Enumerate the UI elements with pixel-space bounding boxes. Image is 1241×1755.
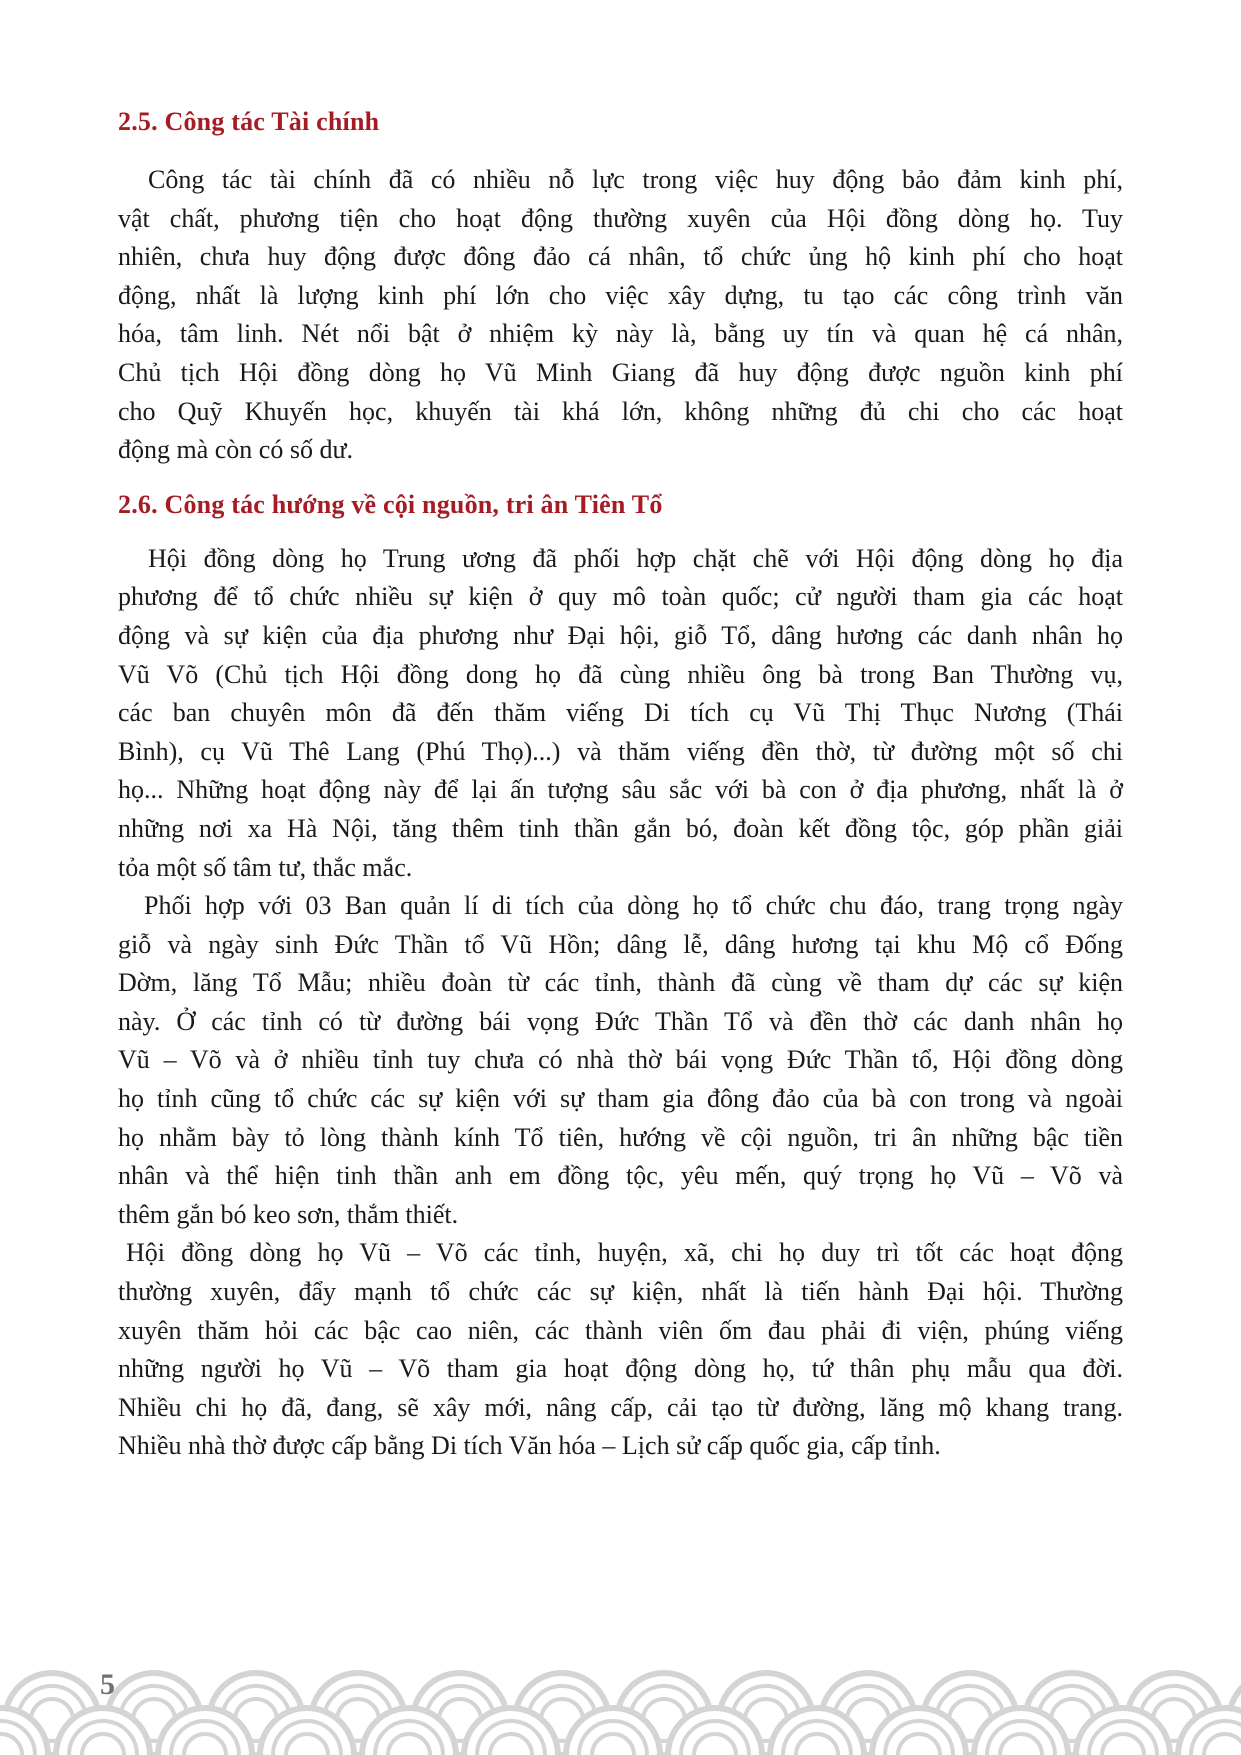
text-line: Chủ tịch Hội đồng dòng họ Vũ Minh Giang đã huy động được nguồn kinh phí	[118, 357, 1123, 387]
text-line: Nhiều chi họ đã, đang, sẽ xây mới, nâng cấp, cải tạo từ đường, lăng mộ khang trang.	[118, 1392, 1123, 1422]
text-line: hóa, tâm linh. Nét nổi bật ở nhiệm kỳ này là, bằng uy tín và quan hệ cá nhân,	[118, 319, 1123, 349]
text-line: nhân và thể hiện tinh thần anh em đồng tộc, yêu mến, quý trọng họ Vũ – Võ và	[118, 1161, 1123, 1191]
wave-pattern-decoration	[0, 1670, 1241, 1755]
text-line: cho Quỹ Khuyến học, khuyến tài khá lớn, không những đủ chi cho các hoạt	[118, 396, 1123, 426]
text-line: Vũ – Võ và ở nhiều tỉnh tuy chưa có nhà thờ bái vọng Đức Thần tổ, Hội đồng dòng	[118, 1045, 1123, 1075]
text-line: động mà còn có số dư.	[118, 435, 354, 465]
text-line: này. Ở các tỉnh có từ đường bái vọng Đức Thần Tổ và đền thờ các danh nhân họ	[118, 1006, 1123, 1036]
page-number: 5	[100, 1668, 115, 1701]
paragraph-ceremonies	[118, 887, 1123, 1234]
section-heading-2-5: 2.5. Công tác Tài chính	[118, 107, 380, 136]
text-line: giỗ và ngày sinh Đức Thần tổ Vũ Hồn; dâng lễ, dâng hương tại khu Mộ cổ Đống	[118, 929, 1123, 959]
paragraph-finance	[118, 161, 1123, 470]
text-line: Công tác tài chính đã có nhiều nỗ lực trong việc huy động bảo đảm kinh phí,	[148, 165, 1123, 194]
text-line: nhiên, chưa huy động được đông đảo cá nhân, tổ chức ủng hộ kinh phí cho hoạt	[118, 242, 1123, 272]
section-heading-2-6: 2.6. Công tác hướng về cội nguồn, tri ân Tiên Tổ	[118, 489, 663, 519]
text-line: phương để tổ chức nhiều sự kiện ở quy mô toàn quốc; cử người tham gia các hoạt	[118, 582, 1123, 612]
text-line: xuyên thăm hỏi các bậc cao niên, các thành viên ốm đau phải đi viện, phúng viếng	[118, 1315, 1123, 1345]
text-line: động và sự kiện của địa phương như Đại hội, giỗ Tổ, dâng hương các danh nhân họ	[118, 620, 1123, 650]
text-line: thêm gắn bó keo sơn, thắm thiết.	[118, 1199, 459, 1229]
text-line: động, nhất là lượng kinh phí lớn cho việc xây dựng, tu tạo các công trình văn	[118, 280, 1123, 310]
page-content	[118, 103, 1123, 1466]
text-line: Hội đồng dòng họ Vũ – Võ các tỉnh, huyện, xã, chi họ duy trì tốt các hoạt động	[126, 1238, 1123, 1268]
text-line: tỏa một số tâm tư, thắc mắc.	[118, 852, 413, 882]
text-line: họ nhằm bày tỏ lòng thành kính Tổ tiên, hướng về cội nguồn, tri ân những bậc tiền	[118, 1122, 1123, 1152]
text-line: Hội đồng dòng họ Trung ương đã phối hợp chặt chẽ với Hội động dòng họ địa	[148, 543, 1123, 573]
text-line: họ tỉnh cũng tổ chức các sự kiện với sự tham gia đông đảo của bà con trong và ngoài	[118, 1084, 1123, 1114]
text-line: Dờm, lăng Tổ Mẫu; nhiều đoàn từ các tỉnh, thành đã cùng về tham dự các sự kiện	[118, 968, 1123, 998]
text-line: những người họ Vũ – Võ tham gia hoạt động dòng họ, tứ thân phụ mẫu qua đời.	[118, 1354, 1123, 1384]
paragraph-local-activities	[118, 1234, 1123, 1466]
text-line: Phối hợp với 03 Ban quản lí di tích của dòng họ tổ chức chu đáo, trang trọng ngày	[144, 891, 1123, 921]
text-line: vật chất, phương tiện cho hoạt động thường xuyên của Hội đồng dòng họ. Tuy	[118, 203, 1123, 233]
text-line: họ... Những hoạt động này để lại ấn tượng sâu sắc với bà con ở địa phương, nhất là ở	[118, 775, 1123, 805]
text-line: các ban chuyên môn đã đến thăm viếng Di tích cụ Vũ Thị Thục Nương (Thái	[118, 698, 1123, 728]
text-line: Bình), cụ Vũ Thê Lang (Phú Thọ)...) và thăm viếng đền thờ, từ đường một số chi	[118, 736, 1123, 766]
text-line: Vũ Võ (Chủ tịch Hội đồng dong họ đã cùng nhiều ông bà trong Ban Thường vụ,	[118, 659, 1123, 689]
text-line: thường xuyên, đẩy mạnh tổ chức các sự kiện, nhất là tiến hành Đại hội. Thường	[118, 1277, 1123, 1307]
text-line: những nơi xa Hà Nội, tăng thêm tinh thần gắn bó, đoàn kết đồng tộc, góp phần giải	[118, 813, 1123, 843]
text-line: Nhiều nhà thờ được cấp bằng Di tích Văn hóa – Lịch sử cấp quốc gia, cấp tỉnh.	[118, 1431, 941, 1461]
paragraph-coordination	[118, 540, 1123, 887]
